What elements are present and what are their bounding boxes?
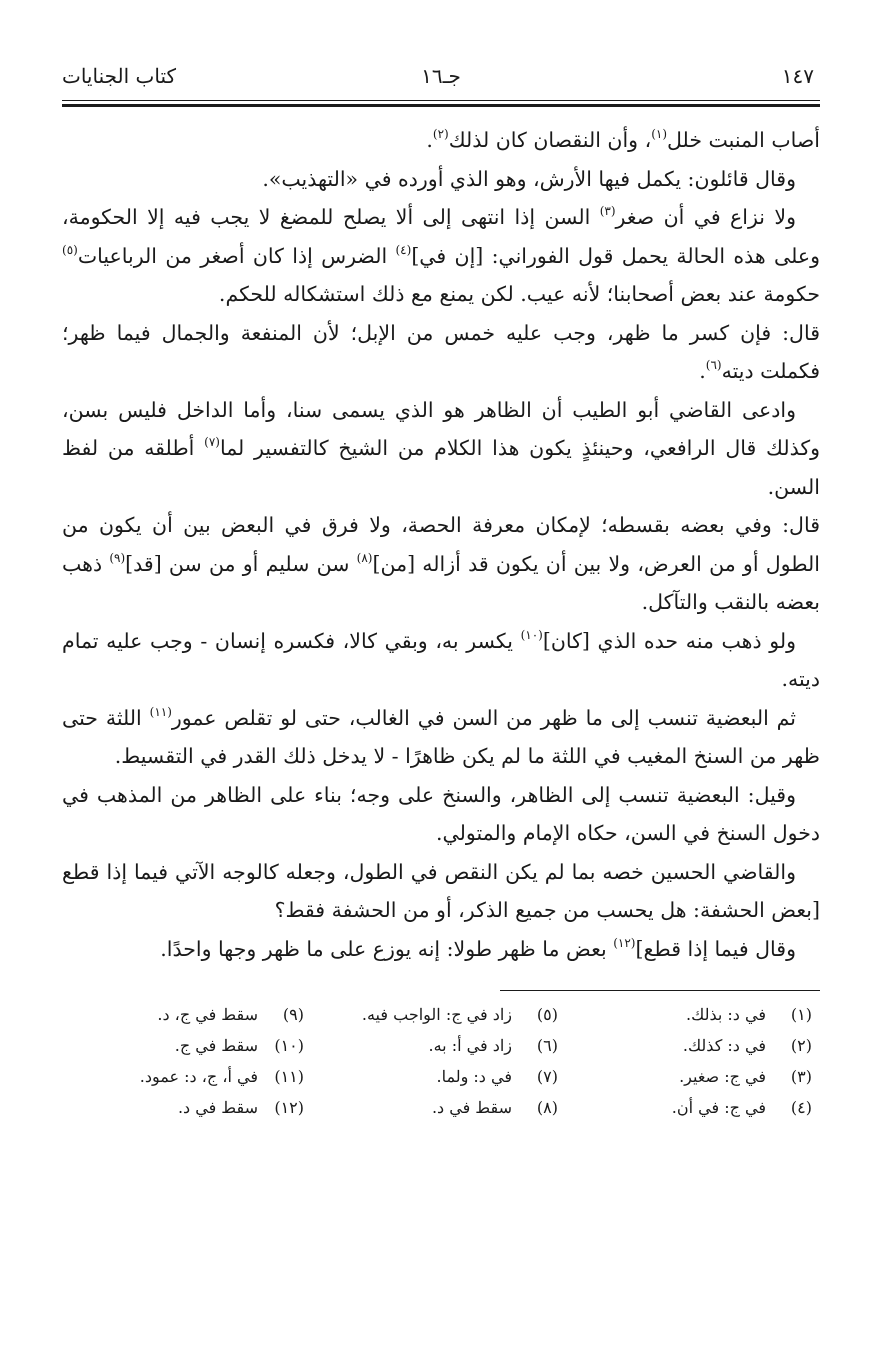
- footnote-marker: (٥): [62, 242, 78, 257]
- footnote-number: (٣): [790, 1067, 812, 1086]
- footnote-number: (١٠): [274, 1036, 304, 1055]
- text-segment: .: [699, 359, 706, 383]
- header-double-rule: [62, 100, 820, 107]
- text-segment: ولو ذهب منه حده الذي [كان]: [542, 628, 797, 653]
- footnote-marker: (١١): [149, 704, 172, 719]
- footnote-item: [62, 1036, 312, 1067]
- text-segment: قال: وفي بعضه بقسطه؛ لإمكان معرفة الحصة، ولا فرق في البعض بين أن يكون من الطول أو من العرض، ولا بين أن يكون قد أزاله [من]: [62, 513, 820, 576]
- footnote-number: (٧): [536, 1067, 558, 1086]
- text-segment: بعض ما ظهر طولا: إنه يوزع على ما ظهر وجها واحدًا.: [160, 936, 614, 961]
- footnote-text: زاد في أ: به.: [428, 1036, 512, 1055]
- footnote-item: [566, 1067, 820, 1098]
- footnotes: [62, 1005, 820, 1129]
- footnote-number: (٤): [790, 1098, 812, 1117]
- footnote-number: (٨): [536, 1098, 558, 1117]
- paragraph: [62, 391, 820, 507]
- footnote-item: [62, 1098, 312, 1129]
- footnote-item: [566, 1098, 820, 1129]
- paragraph: [62, 506, 820, 622]
- text-segment: وقال قائلون: يكمل فيها الأرش، وهو الذي أورده في «التهذيب».: [262, 166, 796, 191]
- footnote-number: (١١): [274, 1067, 304, 1086]
- text-segment: حكومة عند بعض أصحابنا؛ لأنه عيب. لكن يمنع مع ذلك استشكاله للحكم.: [218, 282, 820, 306]
- text-segment: وادعى القاضي أبو الطيب أن الظاهر هو الذي يسمى سنا، وأما الداخل فليس بسن، وكذلك قال الرافعي، وحينئذٍ يكون هذا الكلام من الشيخ كالتفسير لما: [62, 397, 821, 460]
- footnote-text: في ج: في أن.: [671, 1098, 766, 1117]
- footnote-item: [566, 1036, 820, 1067]
- footnote-item: [312, 1067, 566, 1098]
- footnote-number: (٢): [790, 1036, 812, 1055]
- footnote-marker: (٦): [705, 358, 722, 372]
- footnote-text: في أ، ج، د: عمود.: [139, 1067, 258, 1086]
- footnote-marker: (٧): [204, 435, 220, 449]
- paragraph: [62, 853, 820, 930]
- footnote-text: سقط في ج.: [174, 1036, 258, 1055]
- running-head: [62, 58, 820, 98]
- footnote-text: في د: كذلك.: [682, 1036, 766, 1055]
- footnote-item: [62, 1067, 312, 1098]
- paragraph: [62, 198, 820, 314]
- footnote-number: (١): [790, 1005, 812, 1024]
- text-segment: الضرس إذا كان أصغر من الرباعيات: [77, 243, 396, 268]
- footnote-text: في د: بذلك.: [686, 1005, 766, 1024]
- main-text: [62, 121, 820, 968]
- text-segment: قال: فإن كسر ما ظهر، وجب عليه خمس من الإبل؛ لأن المنفعة والجمال فيما ظهر؛ فكملت ديته: [62, 320, 820, 383]
- paragraph: [62, 160, 820, 199]
- footnote-number: (٦): [536, 1036, 558, 1055]
- footnote-item: [312, 1005, 566, 1036]
- footnote-text: سقط في د.: [431, 1098, 512, 1117]
- footnote-text: سقط في ج، د.: [157, 1005, 258, 1024]
- book-page: [62, 58, 820, 1318]
- text-segment: أصاب المنبت خلل: [667, 128, 820, 152]
- paragraph: [62, 776, 820, 853]
- footnote-number: (٩): [282, 1005, 304, 1024]
- footnote-item: [62, 1005, 312, 1036]
- footnote-marker: (١): [651, 127, 668, 141]
- footnote-item: [312, 1098, 566, 1129]
- book-title: كتاب الجنايات: [62, 64, 177, 88]
- text-segment: أطلقه من لفظ السن.: [62, 436, 820, 499]
- footnote-text: في د: ولما.: [436, 1067, 512, 1086]
- text-segment: والقاضي الحسين خصه بما لم يكن النقص في الطول، وجعله كالوجه الآتي فيما إذا قطع [بعض الحشفة: هل يحسب من جميع الذكر، أو من الحشفة فقط؟: [62, 859, 820, 922]
- footnote-item: [312, 1036, 566, 1067]
- footnote-marker: (٢): [432, 127, 449, 141]
- text-segment: .: [426, 128, 433, 152]
- text-segment: وقيل: البعضية تنسب إلى الظاهر، والسنخ على وجه؛ بناء على الظاهر من المذهب في دخول السنخ في السن، حكاه الإمام والمتولي.: [62, 782, 820, 845]
- text-segment: ، وأن النقصان كان لذلك: [448, 128, 652, 152]
- text-segment: ثم البعضية تنسب إلى ما ظهر من السن في الغالب، حتى لو تقلص عمور: [171, 705, 796, 730]
- footnote-number: (٥): [536, 1005, 558, 1024]
- footnote-item: [566, 1005, 820, 1036]
- paragraph: [62, 699, 820, 776]
- volume-label: جـ١٦: [421, 64, 461, 88]
- text-segment: اللثة حتى ظهر من السنخ المغيب في اللثة ما لم يكن ظاهرًا - لا يدخل ذلك القدر في التقسيط.: [62, 705, 820, 768]
- page-number: ١٤٧: [781, 64, 814, 88]
- text-segment: سن سليم أو من سن [قد]: [125, 551, 357, 576]
- paragraph: [62, 930, 820, 969]
- paragraph: [62, 314, 820, 391]
- footnote-marker: (١٢): [613, 935, 636, 950]
- footnote-marker: (٣): [599, 204, 616, 218]
- text-segment: ولا نزاع في أن صغر: [615, 205, 796, 229]
- footnote-number: (١٢): [274, 1098, 304, 1117]
- footnote-text: زاد في ج: الواجب فيه.: [361, 1005, 512, 1024]
- paragraph: [62, 622, 820, 699]
- footnote-marker: (٤): [395, 242, 412, 257]
- footnote-marker: (٨): [356, 550, 373, 565]
- paragraph: [62, 121, 820, 160]
- footnote-text: سقط في د.: [177, 1098, 258, 1117]
- text-segment: وقال فيما إذا قطع]: [635, 936, 796, 961]
- footnote-text: في ج: صغير.: [679, 1067, 766, 1086]
- text-segment: السن إذا انتهى إلى ألا يصلح للمضغ لا يجب فيه إلا الحكومة، وعلى هذه الحالة يحمل قول الفوراني: [إن في]: [62, 205, 820, 268]
- footnote-marker: (٩): [109, 550, 126, 565]
- text-segment: يكسر به، وبقي كالا، فكسره إنسان - وجب عليه تمام ديته.: [62, 628, 820, 691]
- footnote-separator: [500, 990, 820, 991]
- text-segment: ذهب بعضه بالنقب والتآكل.: [62, 551, 820, 614]
- footnote-marker: (١٠): [520, 627, 543, 642]
